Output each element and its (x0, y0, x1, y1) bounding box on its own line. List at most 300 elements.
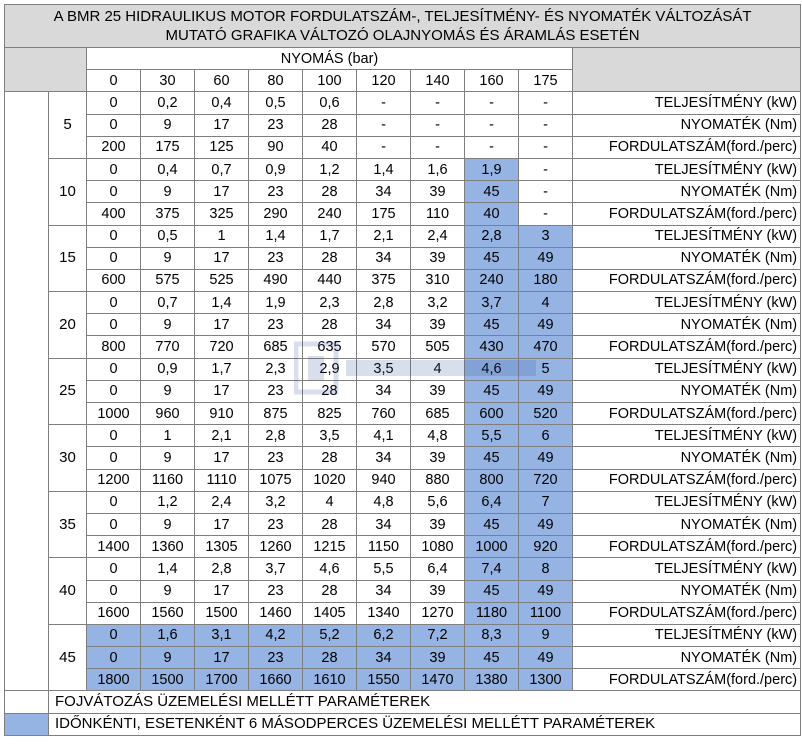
value-cell: 34 (357, 447, 411, 469)
value-cell: 440 (303, 269, 357, 291)
row-unit-label: FORDULATSZÁM(ford./perc) (573, 602, 801, 624)
value-cell: 430 (465, 336, 519, 358)
value-cell: 2,3 (303, 292, 357, 314)
value-cell: 34 (357, 647, 411, 669)
value-cell: - (411, 92, 465, 114)
value-cell: 110 (411, 203, 465, 225)
value-cell: 5,6 (411, 491, 465, 513)
table-row (5, 403, 801, 425)
unit-header-cell (573, 48, 801, 92)
value-cell: 2,8 (249, 425, 303, 447)
value-cell: 2,9 (303, 358, 357, 380)
value-cell: 1360 (141, 536, 195, 558)
value-cell: - (411, 136, 465, 158)
table-row (5, 292, 801, 314)
value-cell: 49 (519, 447, 573, 469)
value-cell: 0,4 (195, 92, 249, 114)
value-cell: 1080 (411, 536, 465, 558)
value-cell: 1380 (465, 669, 519, 691)
value-cell: 3,7 (465, 292, 519, 314)
pressure-value: 100 (303, 70, 357, 92)
value-cell: 1160 (141, 469, 195, 491)
value-cell: 600 (465, 403, 519, 425)
table-row (5, 247, 801, 269)
value-cell: 1200 (87, 469, 141, 491)
row-unit-label: TELJESÍTMÉNY (kW) (573, 425, 801, 447)
value-cell: 0,9 (141, 358, 195, 380)
table-row (5, 536, 801, 558)
value-cell: 1,7 (195, 358, 249, 380)
value-cell: 17 (195, 580, 249, 602)
value-cell: 2,8 (465, 225, 519, 247)
value-cell: 45 (465, 447, 519, 469)
row-unit-label: NYOMATÉK (Nm) (573, 447, 801, 469)
value-cell: 375 (357, 269, 411, 291)
value-cell: 17 (195, 380, 249, 402)
value-cell: 0 (87, 92, 141, 114)
value-cell: 1270 (411, 602, 465, 624)
value-cell: 1000 (465, 536, 519, 558)
row-unit-label: NYOMATÉK (Nm) (573, 114, 801, 136)
row-unit-label: TELJESÍTMÉNY (kW) (573, 292, 801, 314)
value-cell: 39 (411, 513, 465, 535)
pressure-value: 160 (465, 70, 519, 92)
value-cell: 770 (141, 336, 195, 358)
value-cell: 3,2 (411, 292, 465, 314)
row-unit-label: FORDULATSZÁM(ford./perc) (573, 469, 801, 491)
row-unit-label: TELJESÍTMÉNY (kW) (573, 358, 801, 380)
table-row (5, 647, 801, 669)
row-unit-label: FORDULATSZÁM(ford./perc) (573, 536, 801, 558)
row-unit-label: TELJESÍTMÉNY (kW) (573, 158, 801, 180)
pressure-value: 175 (519, 70, 573, 92)
value-cell: 1500 (195, 602, 249, 624)
table-row (5, 269, 801, 291)
value-cell: 3,1 (195, 624, 249, 646)
row-unit-label: NYOMATÉK (Nm) (573, 380, 801, 402)
value-cell: 3,5 (303, 425, 357, 447)
value-cell: 17 (195, 314, 249, 336)
value-cell: 23 (249, 314, 303, 336)
value-cell: 685 (249, 336, 303, 358)
value-cell: 175 (357, 203, 411, 225)
value-cell: 1,6 (141, 624, 195, 646)
value-cell: 0 (87, 647, 141, 669)
value-cell: 49 (519, 380, 573, 402)
value-cell: 2,8 (357, 292, 411, 314)
value-cell: 0 (87, 225, 141, 247)
pressure-value: 0 (87, 70, 141, 92)
value-cell: 575 (141, 269, 195, 291)
value-cell: 17 (195, 181, 249, 203)
value-cell: 3 (519, 225, 573, 247)
value-cell: 39 (411, 247, 465, 269)
row-unit-label: FORDULATSZÁM(ford./perc) (573, 203, 801, 225)
value-cell: 4,6 (465, 358, 519, 380)
value-cell: 45 (465, 247, 519, 269)
pressure-value: 140 (411, 70, 465, 92)
value-cell: 0,5 (141, 225, 195, 247)
table-row (5, 602, 801, 624)
value-cell: 1180 (465, 602, 519, 624)
value-cell: 635 (303, 336, 357, 358)
row-unit-label: TELJESÍTMÉNY (kW) (573, 558, 801, 580)
value-cell: - (519, 92, 573, 114)
flow-value: 35 (49, 491, 87, 558)
value-cell: 1470 (411, 669, 465, 691)
value-cell: 470 (519, 336, 573, 358)
value-cell: 720 (519, 469, 573, 491)
value-cell: 375 (141, 203, 195, 225)
table-row (5, 447, 801, 469)
performance-table-container (4, 4, 798, 736)
row-unit-label: FORDULATSZÁM(ford./perc) (573, 403, 801, 425)
value-cell: 23 (249, 114, 303, 136)
value-cell: 290 (249, 203, 303, 225)
legend-text: FOJVÁTOZÁS ÜZEMELÉSI MELLÉTT PARAMÉTEREK (49, 691, 801, 713)
value-cell: 960 (141, 403, 195, 425)
value-cell: 9 (141, 314, 195, 336)
value-cell: - (357, 114, 411, 136)
table-row (5, 358, 801, 380)
value-cell: 1700 (195, 669, 249, 691)
value-cell: 875 (249, 403, 303, 425)
pressure-value: 80 (249, 70, 303, 92)
value-cell: 45 (465, 314, 519, 336)
value-cell: 49 (519, 513, 573, 535)
value-cell: 3,2 (249, 491, 303, 513)
value-cell: 1 (195, 225, 249, 247)
value-cell: 6,4 (465, 491, 519, 513)
value-cell: 17 (195, 647, 249, 669)
pressure-value: 60 (195, 70, 249, 92)
value-cell: 4,2 (249, 624, 303, 646)
value-cell: 685 (411, 403, 465, 425)
title-line-1: A BMR 25 HIDRAULIKUS MOTOR FORDULATSZÁM-, TELJESÍTMÉNY- ÉS NYOMATÉK VÁLTOZÁSÁT (53, 8, 752, 25)
value-cell: 1340 (357, 602, 411, 624)
value-cell: 9 (141, 513, 195, 535)
value-cell: 6,2 (357, 624, 411, 646)
value-cell: 39 (411, 181, 465, 203)
value-cell: 28 (303, 114, 357, 136)
value-cell: 5,5 (465, 425, 519, 447)
value-cell: 240 (303, 203, 357, 225)
value-cell: 1,6 (411, 158, 465, 180)
value-cell: 6,4 (411, 558, 465, 580)
value-cell: 4 (303, 491, 357, 513)
value-cell: 0 (87, 513, 141, 535)
value-cell: 800 (465, 469, 519, 491)
value-cell: 0 (87, 314, 141, 336)
value-cell: 0 (87, 447, 141, 469)
row-unit-label: NYOMATÉK (Nm) (573, 647, 801, 669)
value-cell: 34 (357, 513, 411, 535)
legend-swatch (5, 691, 49, 713)
value-cell: 4 (411, 358, 465, 380)
value-cell: 175 (141, 136, 195, 158)
flow-value: 5 (49, 92, 87, 159)
value-cell: 9 (141, 447, 195, 469)
value-cell: 49 (519, 647, 573, 669)
row-unit-label: NYOMATÉK (Nm) (573, 314, 801, 336)
value-cell: 39 (411, 580, 465, 602)
value-cell: 4,8 (357, 491, 411, 513)
corner-cell (5, 48, 87, 92)
table-row (5, 336, 801, 358)
value-cell: - (465, 114, 519, 136)
value-cell: 34 (357, 181, 411, 203)
value-cell: 880 (411, 469, 465, 491)
value-cell: 525 (195, 269, 249, 291)
value-cell: 3,7 (249, 558, 303, 580)
flow-value: 30 (49, 425, 87, 492)
value-cell: 0 (87, 114, 141, 136)
value-cell: 1600 (87, 602, 141, 624)
value-cell: 34 (357, 380, 411, 402)
value-cell: - (519, 158, 573, 180)
value-cell: 49 (519, 247, 573, 269)
value-cell: 1,9 (465, 158, 519, 180)
table-row (5, 669, 801, 691)
flow-value: 40 (49, 558, 87, 625)
value-cell: 7,2 (411, 624, 465, 646)
value-cell: 1460 (249, 602, 303, 624)
row-unit-label: NYOMATÉK (Nm) (573, 513, 801, 535)
value-cell: 0,6 (303, 92, 357, 114)
value-cell: 1,4 (357, 158, 411, 180)
value-cell: 40 (465, 203, 519, 225)
value-cell: 45 (465, 513, 519, 535)
value-cell: 39 (411, 447, 465, 469)
value-cell: 1,4 (195, 292, 249, 314)
value-cell: 800 (87, 336, 141, 358)
row-unit-label: FORDULATSZÁM(ford./perc) (573, 269, 801, 291)
value-cell: 520 (519, 403, 573, 425)
value-cell: 0 (87, 491, 141, 513)
value-cell: 28 (303, 513, 357, 535)
table-row (5, 513, 801, 535)
value-cell: 720 (195, 336, 249, 358)
table-row (5, 491, 801, 513)
value-cell: 1405 (303, 602, 357, 624)
value-cell: - (411, 114, 465, 136)
table-row (5, 558, 801, 580)
value-cell: 0 (87, 358, 141, 380)
value-cell: 28 (303, 580, 357, 602)
value-cell: 1,9 (249, 292, 303, 314)
value-cell: 49 (519, 580, 573, 602)
value-cell: 0 (87, 558, 141, 580)
value-cell: 0,7 (141, 292, 195, 314)
value-cell: 7 (519, 491, 573, 513)
value-cell: 9 (141, 114, 195, 136)
pressure-header: NYOMÁS (bar) (87, 48, 573, 70)
value-cell: 1260 (249, 536, 303, 558)
value-cell: - (519, 136, 573, 158)
value-cell: 17 (195, 447, 249, 469)
value-cell: 0,7 (195, 158, 249, 180)
value-cell: 28 (303, 447, 357, 469)
value-cell: 1 (141, 425, 195, 447)
value-cell: 505 (411, 336, 465, 358)
value-cell: 23 (249, 181, 303, 203)
value-cell: 0 (87, 425, 141, 447)
value-cell: 400 (87, 203, 141, 225)
value-cell: 5,2 (303, 624, 357, 646)
value-cell: 1020 (303, 469, 357, 491)
table-row (5, 380, 801, 402)
value-cell: 4,8 (411, 425, 465, 447)
flow-value: 20 (49, 292, 87, 359)
pressure-value: 120 (357, 70, 411, 92)
value-cell: 90 (249, 136, 303, 158)
row-unit-label: FORDULATSZÁM(ford./perc) (573, 136, 801, 158)
value-cell: 325 (195, 203, 249, 225)
value-cell: 1560 (141, 602, 195, 624)
value-cell: 570 (357, 336, 411, 358)
row-unit-label: FORDULATSZÁM(ford./perc) (573, 336, 801, 358)
table-row (5, 225, 801, 247)
value-cell: - (465, 136, 519, 158)
row-unit-label: NYOMATÉK (Nm) (573, 247, 801, 269)
performance-table (4, 4, 801, 736)
row-unit-label: NYOMATÉK (Nm) (573, 580, 801, 602)
table-row (5, 203, 801, 225)
table-title (5, 5, 801, 48)
value-cell: 0,9 (249, 158, 303, 180)
value-cell: 125 (195, 136, 249, 158)
value-cell: 1075 (249, 469, 303, 491)
value-cell: 2,4 (411, 225, 465, 247)
table-row (5, 425, 801, 447)
value-cell: 1000 (87, 403, 141, 425)
value-cell: 39 (411, 314, 465, 336)
value-cell: 1150 (357, 536, 411, 558)
value-cell: 2,1 (195, 425, 249, 447)
table-row (5, 181, 801, 203)
table-row (5, 158, 801, 180)
legend-text: IDŐNKÉNTI, ESETENKÉNT 6 MÁSODPERCES ÜZEMELÉSI MELLÉTT PARAMÉTEREK (49, 713, 801, 735)
value-cell: 1,7 (303, 225, 357, 247)
value-cell: 0,4 (141, 158, 195, 180)
value-cell: 9 (141, 580, 195, 602)
value-cell: 28 (303, 380, 357, 402)
flow-value: 10 (49, 158, 87, 225)
value-cell: 49 (519, 314, 573, 336)
value-cell: 4,1 (357, 425, 411, 447)
value-cell: 9 (141, 247, 195, 269)
title-line-2: MUTATÓ GRAFIKA VÁLTOZÓ OLAJNYOMÁS ÉS ÁRAMLÁS ESETÉN (165, 27, 640, 44)
value-cell: 2,1 (357, 225, 411, 247)
value-cell: 0 (87, 181, 141, 203)
value-cell: 910 (195, 403, 249, 425)
table-row (5, 92, 801, 114)
value-cell: 5 (519, 358, 573, 380)
legend-swatch (5, 713, 49, 735)
legend-row (5, 713, 801, 735)
table-row (5, 314, 801, 336)
value-cell: 825 (303, 403, 357, 425)
value-cell: 0 (87, 158, 141, 180)
value-cell: 4,6 (303, 558, 357, 580)
value-cell: 1305 (195, 536, 249, 558)
value-cell: 17 (195, 513, 249, 535)
value-cell: 1,2 (303, 158, 357, 180)
value-cell: 1110 (195, 469, 249, 491)
flow-value: 25 (49, 358, 87, 425)
value-cell: 180 (519, 269, 573, 291)
value-cell: 310 (411, 269, 465, 291)
value-cell: 39 (411, 647, 465, 669)
value-cell: 0 (87, 380, 141, 402)
table-row (5, 624, 801, 646)
value-cell: 0,2 (141, 92, 195, 114)
table-row (5, 114, 801, 136)
value-cell: 34 (357, 247, 411, 269)
value-cell: 1,4 (249, 225, 303, 247)
value-cell: 40 (303, 136, 357, 158)
value-cell: 45 (465, 580, 519, 602)
value-cell: 1550 (357, 669, 411, 691)
value-cell: 0,5 (249, 92, 303, 114)
value-cell: 9 (141, 181, 195, 203)
value-cell: 9 (141, 380, 195, 402)
value-cell: 45 (465, 647, 519, 669)
value-cell: 23 (249, 447, 303, 469)
flow-value: 45 (49, 624, 87, 691)
value-cell: 28 (303, 247, 357, 269)
table-row (5, 469, 801, 491)
value-cell: 34 (357, 580, 411, 602)
value-cell: - (357, 136, 411, 158)
row-unit-label: TELJESÍTMÉNY (kW) (573, 491, 801, 513)
table-row (5, 136, 801, 158)
value-cell: 0 (87, 247, 141, 269)
value-cell: 5,5 (357, 558, 411, 580)
value-cell: 28 (303, 314, 357, 336)
value-cell: - (357, 92, 411, 114)
value-cell: 1800 (87, 669, 141, 691)
value-cell: 23 (249, 247, 303, 269)
value-cell: 23 (249, 380, 303, 402)
value-cell: 920 (519, 536, 573, 558)
value-cell: 23 (249, 580, 303, 602)
value-cell: 23 (249, 647, 303, 669)
value-cell: 23 (249, 513, 303, 535)
value-cell: 1,4 (141, 558, 195, 580)
value-cell: 1660 (249, 669, 303, 691)
legend-row (5, 691, 801, 713)
value-cell: 0 (87, 292, 141, 314)
flow-value: 15 (49, 225, 87, 292)
value-cell: 2,3 (249, 358, 303, 380)
value-cell: 17 (195, 247, 249, 269)
table-row (5, 580, 801, 602)
value-cell: - (465, 92, 519, 114)
value-cell: 28 (303, 181, 357, 203)
value-cell: 2,4 (195, 491, 249, 513)
value-cell: - (519, 114, 573, 136)
value-cell: 28 (303, 647, 357, 669)
value-cell: - (519, 203, 573, 225)
value-cell: 760 (357, 403, 411, 425)
value-cell: 9 (519, 624, 573, 646)
value-cell: 1215 (303, 536, 357, 558)
value-cell: 2,8 (195, 558, 249, 580)
value-cell: 34 (357, 314, 411, 336)
value-cell: 240 (465, 269, 519, 291)
value-cell: 1400 (87, 536, 141, 558)
